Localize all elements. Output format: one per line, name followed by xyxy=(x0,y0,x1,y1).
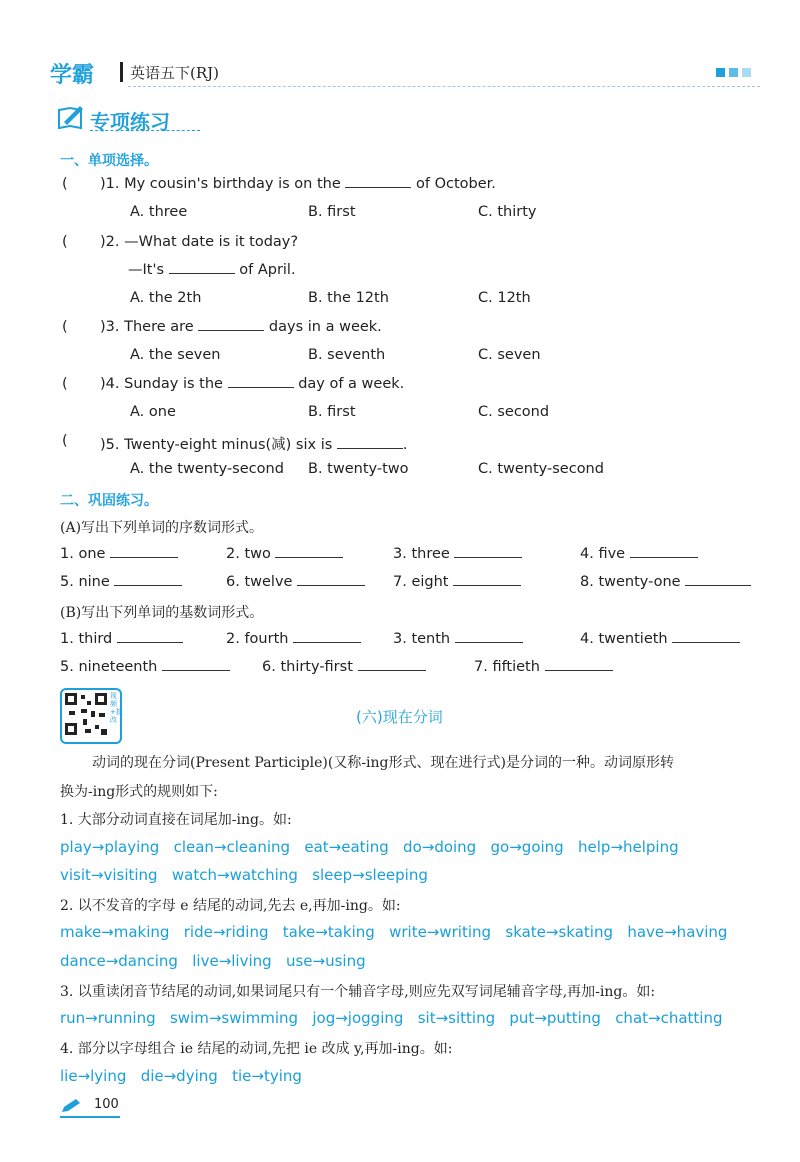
answer-blank[interactable] xyxy=(293,642,361,643)
example-word: go→going xyxy=(490,838,564,856)
example-row xyxy=(60,952,366,970)
example-word: visit→visiting xyxy=(60,866,158,884)
title-underline xyxy=(90,130,200,131)
example-word: sleep→sleeping xyxy=(312,866,428,884)
exercise-item: 2. two xyxy=(226,546,343,562)
example-word: die→dying xyxy=(140,1067,218,1085)
example-row xyxy=(60,1009,723,1027)
rule-2: 2. 以不发音的字母 e 结尾的动词,先去 e,再加-ing。如: xyxy=(60,898,401,914)
question-4: )4. Sunday is the day of a week. xyxy=(100,376,405,392)
exercise-item: 1. third xyxy=(60,631,183,647)
answer-blank[interactable] xyxy=(169,273,235,274)
option-c: C. twenty-second xyxy=(478,461,604,477)
option-a: A. the twenty-second xyxy=(130,461,284,477)
example-word: run→running xyxy=(60,1009,156,1027)
option-c: C. seven xyxy=(478,347,541,363)
example-word: make→making xyxy=(60,923,170,941)
option-c: C. second xyxy=(478,404,550,420)
example-word: dance→dancing xyxy=(60,952,178,970)
header-divider xyxy=(120,62,123,82)
example-word: have→having xyxy=(627,923,728,941)
answer-blank[interactable] xyxy=(672,642,740,643)
rule-1: 1. 大部分动词直接在词尾加-ing。如: xyxy=(60,812,292,828)
header-square-icon xyxy=(716,68,725,77)
example-word: take→taking xyxy=(282,923,375,941)
example-word: live→living xyxy=(192,952,272,970)
part2-b-title: (B)写出下列单词的基数词形式。 xyxy=(60,605,264,621)
q4-paren: ( xyxy=(62,376,68,392)
header-square-icon xyxy=(729,68,738,77)
option-b: B. first xyxy=(308,204,356,220)
example-word: chat→chatting xyxy=(615,1009,723,1027)
example-word: sit→sitting xyxy=(417,1009,496,1027)
answer-blank[interactable] xyxy=(685,585,751,586)
option-b: B. first xyxy=(308,404,356,420)
example-word: eat→eating xyxy=(304,838,389,856)
example-row xyxy=(60,866,428,884)
example-row xyxy=(60,838,679,856)
part2-title: 二、巩固练习。 xyxy=(60,493,158,509)
exercise-item: 5. nine xyxy=(60,574,182,590)
exercise-item: 3. three xyxy=(393,546,522,562)
answer-blank[interactable] xyxy=(117,642,183,643)
pen-book-icon xyxy=(56,104,86,136)
example-word: jog→jogging xyxy=(312,1009,404,1027)
example-word: use→using xyxy=(285,952,366,970)
rule-3: 3. 以重读闭音节结尾的动词,如果词尾只有一个辅音字母,则应先双写词尾辅音字母,再加-ing。如: xyxy=(60,984,656,1000)
pencil-icon xyxy=(60,1098,84,1118)
answer-blank[interactable] xyxy=(455,642,523,643)
q3-paren: ( xyxy=(62,319,68,335)
option-c: C. 12th xyxy=(478,290,531,306)
question-1: )1. My cousin's birthday is on the of October. xyxy=(100,176,496,192)
example-word: help→helping xyxy=(578,838,679,856)
answer-blank[interactable] xyxy=(162,670,230,671)
exercise-item: 4. five xyxy=(580,546,698,562)
example-word: do→doing xyxy=(403,838,477,856)
book-subtitle: 英语五下(RJ) xyxy=(130,64,220,82)
answer-blank[interactable] xyxy=(228,387,294,388)
qr-label: 视频+批改 xyxy=(110,692,123,724)
exercise-item: 4. twentieth xyxy=(580,631,740,647)
answer-blank[interactable] xyxy=(114,585,182,586)
exercise-item: 3. tenth xyxy=(393,631,523,647)
grammar-intro-line1: 动词的现在分词(Present Participle)(又称-ing形式、现在进行式)是分词的一种。动词原形转 xyxy=(92,755,674,771)
option-b: B. the 12th xyxy=(308,290,389,306)
example-word: put→putting xyxy=(509,1009,601,1027)
exercise-item: 5. nineteenth xyxy=(60,659,230,675)
example-row xyxy=(60,923,727,941)
q5-paren: ( xyxy=(62,433,68,449)
question-2: )2. —What date is it today? xyxy=(100,234,299,250)
answer-blank[interactable] xyxy=(454,557,522,558)
answer-blank[interactable] xyxy=(345,187,411,188)
part1-title: 一、单项选择。 xyxy=(60,153,158,169)
example-word: play→playing xyxy=(60,838,160,856)
exercise-item: 1. one xyxy=(60,546,178,562)
example-row xyxy=(60,1067,302,1085)
answer-blank[interactable] xyxy=(110,557,178,558)
option-a: A. the seven xyxy=(130,347,221,363)
option-c: C. thirty xyxy=(478,204,537,220)
header-square-icon xyxy=(742,68,751,77)
answer-blank[interactable] xyxy=(630,557,698,558)
header-rule xyxy=(128,86,760,87)
grammar-title: (六)现在分词 xyxy=(356,708,443,726)
answer-blank[interactable] xyxy=(545,670,613,671)
qr-code[interactable] xyxy=(60,688,122,744)
part2-a-title: (A)写出下列单词的序数词形式。 xyxy=(60,520,264,536)
option-b: B. twenty-two xyxy=(308,461,409,477)
example-word: tie→tying xyxy=(232,1067,302,1085)
footer-rule xyxy=(60,1116,120,1118)
exercise-item: 6. thirty-first xyxy=(262,659,426,675)
question-3: )3. There are days in a week. xyxy=(100,319,382,335)
option-a: A. the 2th xyxy=(130,290,202,306)
answer-blank[interactable] xyxy=(275,557,343,558)
example-word: swim→swimming xyxy=(169,1009,299,1027)
question-2-line2: —It's of April. xyxy=(128,262,296,278)
answer-blank[interactable] xyxy=(198,330,264,331)
exercise-item: 2. fourth xyxy=(226,631,361,647)
option-a: A. three xyxy=(130,204,188,220)
answer-blank[interactable] xyxy=(358,670,426,671)
example-word: ride→riding xyxy=(183,923,269,941)
example-word: watch→watching xyxy=(171,866,298,884)
example-word: write→writing xyxy=(389,923,492,941)
qr-code-icon xyxy=(65,693,109,737)
option-a: A. one xyxy=(130,404,176,420)
section-title: 专项练习 xyxy=(90,110,170,134)
q1-paren: ( xyxy=(62,176,68,192)
question-5: )5. Twenty-eight minus(减) six is . xyxy=(100,437,408,453)
answer-blank[interactable] xyxy=(337,448,403,449)
exercise-item: 7. eight xyxy=(393,574,521,590)
exercise-item: 6. twelve xyxy=(226,574,365,590)
exercise-item: 8. twenty-one xyxy=(580,574,751,590)
brand-logo: 学霸 xyxy=(50,63,95,88)
option-b: B. seventh xyxy=(308,347,386,363)
grammar-intro-line2: 换为-ing形式的规则如下: xyxy=(60,784,218,800)
answer-blank[interactable] xyxy=(297,585,365,586)
example-word: clean→cleaning xyxy=(173,838,291,856)
answer-blank[interactable] xyxy=(453,585,521,586)
q2-paren: ( xyxy=(62,234,68,250)
page-number: 100 xyxy=(94,1097,119,1112)
example-word: lie→lying xyxy=(60,1067,127,1085)
example-word: skate→skating xyxy=(505,923,613,941)
rule-4: 4. 部分以字母组合 ie 结尾的动词,先把 ie 改成 y,再加-ing。如: xyxy=(60,1041,453,1057)
exercise-item: 7. fiftieth xyxy=(474,659,613,675)
